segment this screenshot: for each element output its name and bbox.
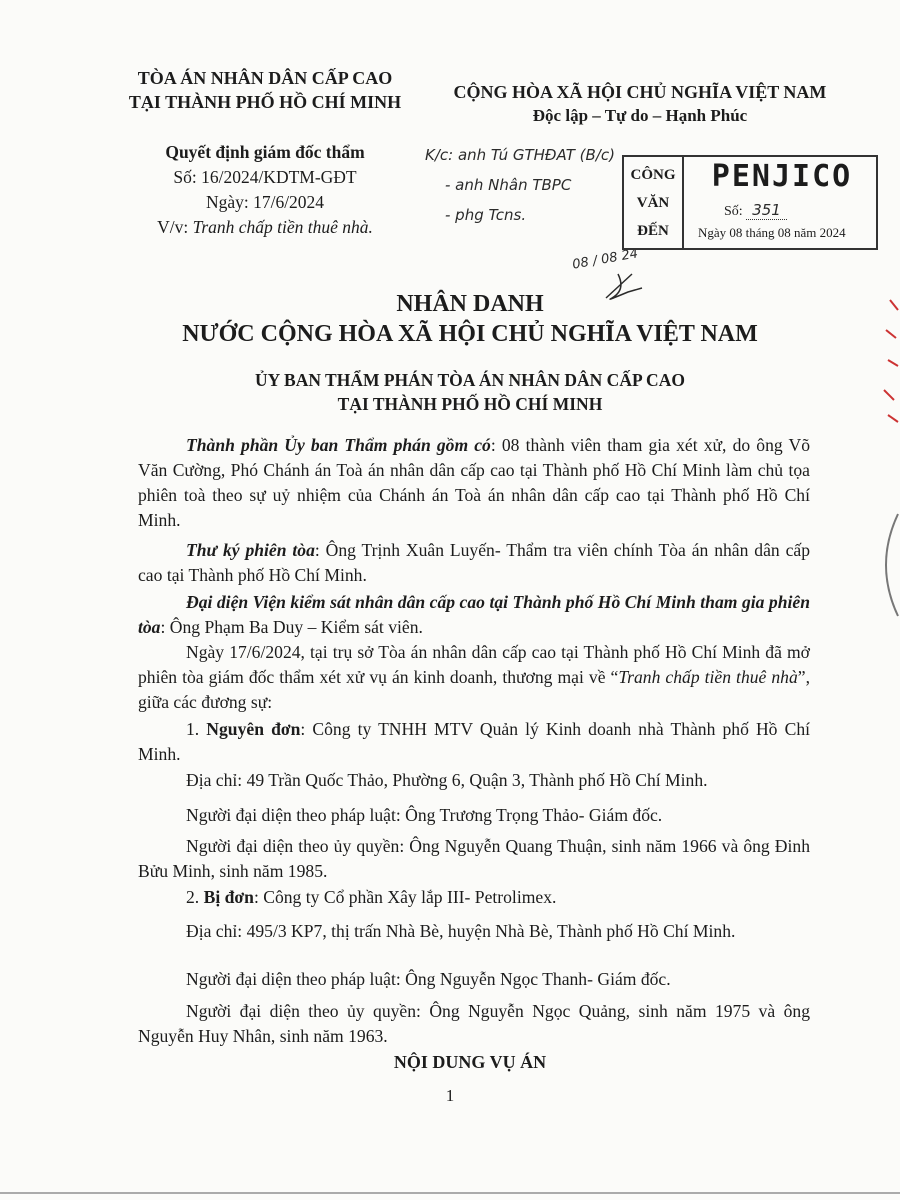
- plaintiff-authorized-rep: Người đại diện theo ủy quyền: Ông Nguyễn Quang Thuận, sinh năm 1966 và ông Đinh Bửu Minh, sinh năm 1985.: [138, 836, 810, 881]
- hearing-info: Ngày 17/6/2024, tại trụ sở Tòa án nhân dân cấp cao tại Thành phố Hồ Chí Minh đã mở phiên tòa giám đốc thẩm xét xử vụ án kinh doanh, thương mại về “Tranh chấp tiền thuê nhà”, giữa các đương sự:: [138, 642, 810, 712]
- decision-subject: V/v: Tranh chấp tiền thuê nhà.: [157, 217, 373, 237]
- case-content-heading: NỘI DUNG VỤ ÁN: [393, 1052, 547, 1072]
- nation-line2: Độc lập – Tự do – Hạnh Phúc: [532, 106, 748, 125]
- plaintiff-legal-rep: Người đại diện theo pháp luật: Ông Trương Trọng Thảo- Giám đốc.: [186, 805, 663, 825]
- stamp-company: PENJICO: [711, 159, 853, 194]
- handwritten-line1: K/c: anh Tú GTHĐAT (B/c): [425, 146, 615, 164]
- stamp-left-labels: [624, 157, 684, 248]
- stamp-number: Số: 351: [724, 201, 787, 220]
- decision-date: Ngày: 17/6/2024: [205, 192, 325, 212]
- committee-line2: TẠI THÀNH PHỐ HỒ CHÍ MINH: [337, 394, 603, 414]
- handwritten-note: [425, 140, 645, 230]
- handwritten-line2: - anh Nhân TBPC: [445, 176, 572, 194]
- defendant-legal-rep: Người đại diện theo pháp luật: Ông Nguyễn Ngọc Thanh- Giám đốc.: [186, 969, 671, 989]
- title-country: NƯỚC CỘNG HÒA XÃ HỘI CHỦ NGHĨA VIỆT NAM: [182, 321, 758, 347]
- handwritten-line3: - phg Tcns.: [445, 206, 527, 224]
- procuracy-representative: Đại diện Viện kiểm sát nhân dân cấp cao tại Thành phố Hồ Chí Minh tham gia phiên tòa: Ông Phạm Ba Duy – Kiểm sát viên.: [138, 592, 810, 637]
- national-motto: [420, 80, 860, 128]
- committee-line1: ỦY BAN THẨM PHÁN TÒA ÁN NHÂN DÂN CẤP CAO: [255, 370, 685, 390]
- stamp-date: Ngày 08 tháng 08 năm 2024: [698, 225, 846, 240]
- panel-composition: Thành phần Ủy ban Thẩm phán gồm có: 08 thành viên tham gia xét xử, do ông Võ Văn Cường, Phó Chánh án Toà án nhân dân cấp cao tại Thành phố Hồ Chí Minh làm chủ tọa phiên toà theo sự uỷ nhiệm của Chánh án Toà án nhân dân cấp cao tại Thành phố Hồ Chí Minh.: [138, 435, 810, 530]
- handwritten-date: 08 / 08 24: [571, 246, 640, 273]
- page-number: 1: [445, 1086, 455, 1105]
- received-stamp: [622, 155, 878, 250]
- decision-number: Số: 16/2024/KDTM-GĐT: [173, 167, 357, 187]
- defendant-authorized-rep: Người đại diện theo ủy quyền: Ông Nguyễn Ngọc Quảng, sinh năm 1975 và ông Nguyễn Huy Nhân, sinh năm 1963.: [138, 1001, 810, 1046]
- nation-line1: CỘNG HÒA XÃ HỘI CHỦ NGHĨA VIỆT NAM: [453, 82, 827, 102]
- decision-title: Quyết định giám đốc thẩm: [165, 142, 365, 162]
- scan-bottom-border: [0, 1192, 900, 1194]
- title-nhan-danh: NHÂN DANH: [396, 291, 544, 317]
- seal-edge-mark: [870, 290, 900, 430]
- court-name: [100, 66, 430, 114]
- court-line2: TẠI THÀNH PHỐ HỒ CHÍ MINH: [128, 92, 402, 112]
- plaintiff: 1. Nguyên đơn: Công ty TNHH MTV Quản lý Kinh doanh nhà Thành phố Hồ Chí Minh.: [138, 719, 811, 764]
- defendant-address: Địa chỉ: 495/3 KP7, thị trấn Nhà Bè, huyện Nhà Bè, Thành phố Hồ Chí Minh.: [186, 921, 736, 941]
- decision-info: [125, 140, 405, 240]
- defendant: 2. Bị đơn: Công ty Cổ phần Xây lắp III- Petrolimex.: [186, 887, 557, 907]
- round-stamp-edge: [868, 510, 900, 620]
- court-line1: TÒA ÁN NHÂN DÂN CẤP CAO: [137, 68, 393, 88]
- plaintiff-address: Địa chỉ: 49 Trần Quốc Thảo, Phường 6, Quận 3, Thành phố Hồ Chí Minh.: [186, 770, 708, 790]
- stamp-label-cong: CÔNG: [630, 167, 676, 183]
- stamp-label-van: VĂN: [636, 195, 670, 211]
- stamp-label-den: ĐẾN: [637, 223, 669, 239]
- court-clerk: Thư ký phiên tòa: Ông Trịnh Xuân Luyến- Thẩm tra viên chính Tòa án nhân dân cấp cao tại Thành phố Hồ Chí Minh.: [138, 540, 810, 585]
- committee-title: [130, 368, 810, 416]
